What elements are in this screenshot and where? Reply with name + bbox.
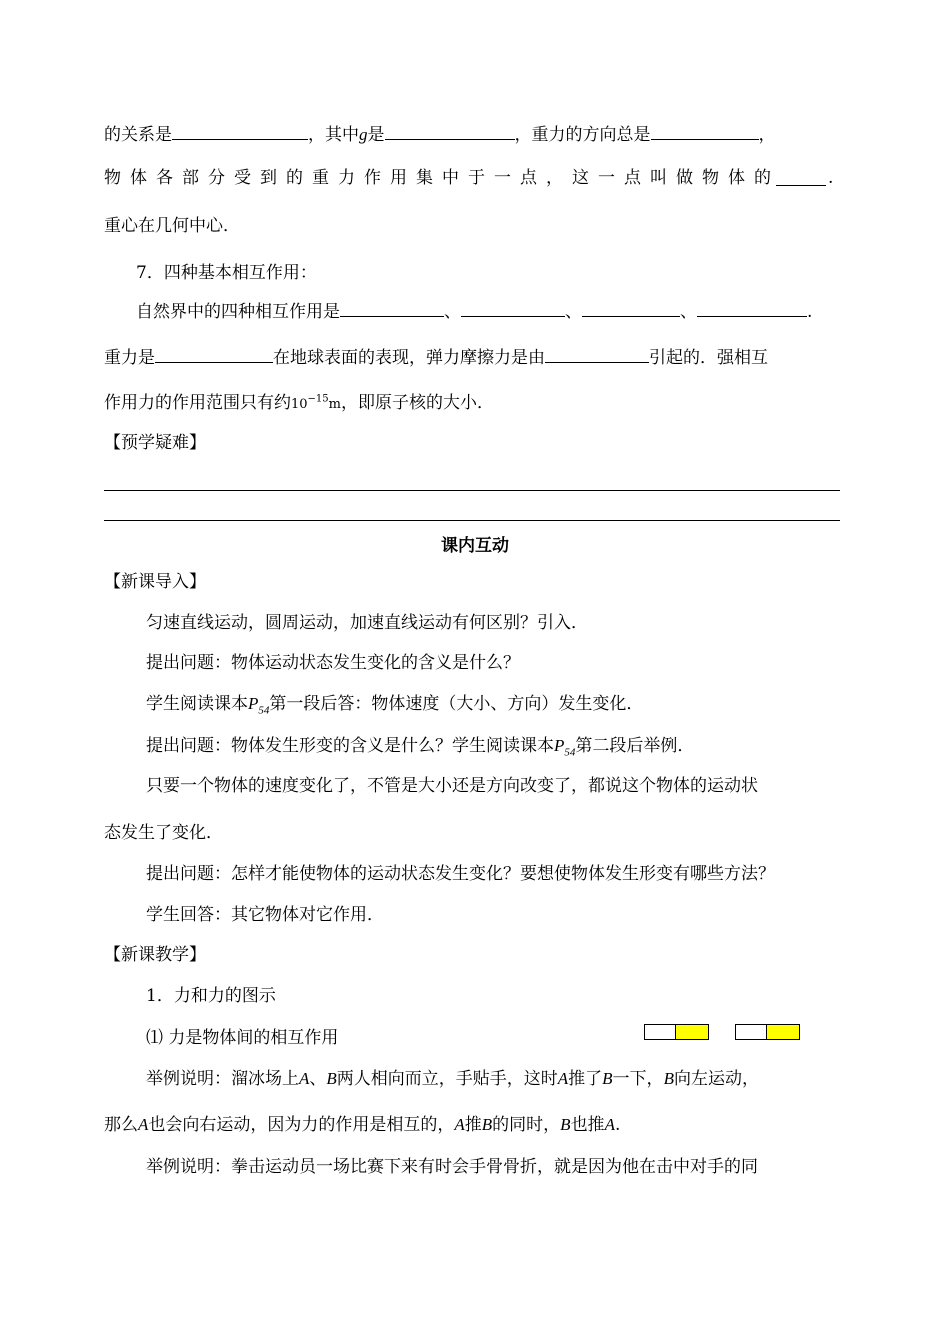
text: 那么 — [104, 1115, 138, 1135]
text: 也会向右运动，因为力的作用是相互的， — [148, 1115, 455, 1135]
text: 自然界中的四种相互作用是 — [136, 302, 340, 322]
text: 学生阅读课本 — [146, 694, 248, 714]
symbol-a: A — [454, 1115, 465, 1134]
symbol-b: B — [560, 1115, 571, 1134]
text: . — [828, 168, 834, 188]
text: ，即原子核的大小． — [340, 393, 494, 413]
paragraph: 提出问题：怎样才能使物体的运动状态发生变化？要想使物体发生形变有哪些方法？ — [146, 864, 775, 884]
text-line — [136, 298, 812, 323]
unit: m — [328, 397, 341, 412]
section-label: 【新课导入】 — [104, 572, 206, 592]
text: 重力是 — [104, 348, 155, 368]
paragraph: 态发生了变化． — [104, 823, 223, 843]
person-b-box — [766, 1024, 800, 1040]
list-item: ⑴ 力是物体间的相互作用 — [146, 1028, 339, 1048]
symbol-a: A — [604, 1115, 615, 1134]
fill-blank[interactable] — [385, 121, 515, 140]
text-line — [104, 121, 776, 146]
section-label: 【预学疑难】 — [104, 433, 206, 453]
fill-blank[interactable] — [461, 298, 565, 317]
text: 物体各部分受到的重力作用集中于一点，这一点叫做物体的 — [104, 168, 780, 188]
text: 的关系是 — [104, 125, 172, 145]
text: 引起的．强相互 — [649, 348, 768, 368]
text: 在地球表面的表现，弹力摩擦力是由 — [273, 348, 545, 368]
text: 向左运动， — [673, 1069, 759, 1089]
text: 推了 — [568, 1069, 603, 1089]
text: 、 — [444, 302, 461, 322]
subscript: 54 — [258, 704, 270, 717]
text: 是 — [367, 125, 385, 145]
paragraph — [146, 735, 694, 763]
symbol-b: B — [481, 1115, 493, 1134]
text: 、 — [565, 302, 582, 322]
symbol-b: B — [326, 1069, 337, 1088]
text: 两人相向而立，手贴手，这时 — [336, 1069, 558, 1089]
exponent: −15 — [307, 393, 329, 405]
text: 一下， — [612, 1069, 664, 1089]
symbol-a: A — [299, 1069, 310, 1088]
paragraph — [146, 1068, 759, 1090]
text: 推 — [464, 1115, 482, 1135]
fill-blank[interactable] — [582, 298, 680, 317]
text: . — [614, 1115, 621, 1135]
text: . — [807, 302, 813, 322]
subscript: 54 — [564, 746, 576, 759]
fill-blank[interactable] — [545, 344, 649, 363]
text-line — [104, 167, 780, 189]
paragraph: 匀速直线运动，圆周运动，加速直线运动有何区别？引入． — [146, 613, 588, 633]
person-b-box — [675, 1024, 709, 1040]
text: 、 — [680, 302, 697, 322]
symbol-b: B — [663, 1069, 674, 1088]
symbol: P — [248, 694, 259, 713]
text: 作用力的作用范围只有约 — [104, 393, 291, 413]
fill-blank[interactable] — [155, 344, 273, 363]
symbol-g: g — [359, 125, 368, 144]
text: 第一段后答：物体速度（大小、方向）发生变化． — [269, 694, 644, 714]
section-title: 课内互动 — [441, 536, 509, 556]
text-line: 重心在几何中心． — [104, 216, 240, 236]
text: 的同时， — [492, 1115, 561, 1135]
text-line — [104, 344, 768, 369]
text: ，重力的方向总是 — [514, 125, 651, 145]
fill-blank[interactable] — [172, 121, 308, 140]
list-item: 7．四种基本相互作用： — [136, 263, 317, 283]
text: 举例说明：溜冰场上 — [146, 1069, 299, 1089]
symbol-a: A — [138, 1115, 149, 1134]
paragraph: 只要一个物体的速度变化了，不管是大小还是方向改变了，都说这个物体的运动状 — [146, 776, 758, 796]
answer-line[interactable] — [104, 520, 840, 521]
symbol-b: B — [602, 1069, 613, 1088]
person-a-box — [735, 1024, 767, 1040]
text: 、 — [309, 1069, 327, 1089]
fill-blank[interactable] — [776, 167, 826, 186]
fill-blank[interactable] — [697, 298, 807, 317]
answer-line[interactable] — [104, 490, 840, 491]
paragraph: 提出问题：物体运动状态发生变化的含义是什么？ — [146, 653, 520, 673]
fill-blank[interactable] — [651, 121, 759, 140]
section-label: 【新课教学】 — [104, 945, 206, 965]
paragraph: 学生回答：其它物体对它作用． — [146, 905, 384, 925]
paragraph: 举例说明：拳击运动员一场比赛下来有时会手骨骨折，就是因为他在击中对手的同 — [146, 1157, 758, 1177]
text: 也推 — [570, 1115, 605, 1135]
paragraph — [146, 693, 643, 721]
text: 提出问题：物体发生形变的含义是什么？学生阅读课本 — [146, 736, 554, 756]
symbol-a: A — [557, 1069, 569, 1088]
text-line — [104, 392, 494, 416]
person-a-box — [644, 1024, 676, 1040]
text: ， — [758, 125, 776, 145]
symbol: P — [554, 736, 565, 755]
fill-blank[interactable] — [340, 298, 444, 317]
list-item: 1．力和力的图示 — [146, 986, 276, 1006]
paragraph — [104, 1114, 620, 1136]
text: 第二段后举例． — [575, 736, 695, 756]
number: 10 — [291, 397, 308, 412]
text: ，其中 — [308, 125, 359, 145]
